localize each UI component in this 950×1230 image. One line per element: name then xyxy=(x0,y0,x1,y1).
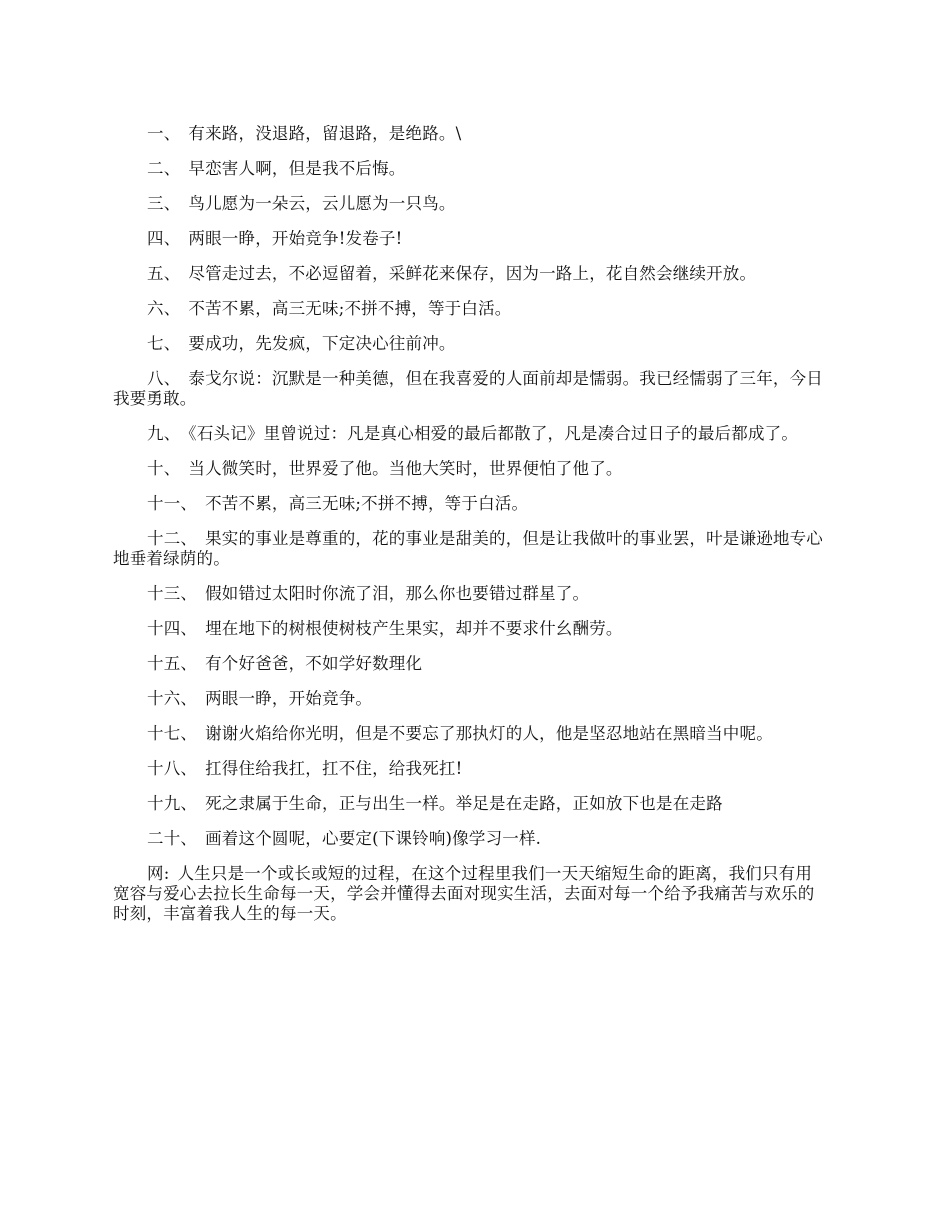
paragraph-20 xyxy=(113,829,828,849)
paragraph-number: 七、 xyxy=(147,334,181,353)
paragraph-14 xyxy=(113,619,828,639)
paragraph-8 xyxy=(113,369,828,409)
paragraph-number: 四、 xyxy=(147,229,181,248)
paragraph-number: 二、 xyxy=(147,159,181,178)
paragraph-4 xyxy=(113,229,828,249)
paragraph-13 xyxy=(113,584,828,604)
paragraph-text: 果实的事业是尊重的，花的事业是甜美的，但是让我做叶的事业罢，叶是谦逊地专心地垂着绿荫的。 xyxy=(113,529,824,568)
paragraph-16 xyxy=(113,689,828,709)
paragraph-text: 不苦不累，高三无味;不拼不搏，等于白活。 xyxy=(188,299,512,318)
paragraph-text: 要成功，先发疯，下定决心往前冲。 xyxy=(188,334,456,353)
paragraph-2 xyxy=(113,159,828,179)
paragraph-number: 八、 xyxy=(147,369,181,388)
paragraph-text: 画着这个圆呢，心要定(下课铃响)像学习一样. xyxy=(205,829,542,848)
paragraph-15 xyxy=(113,654,828,674)
paragraph-text: 不苦不累，高三无味;不拼不搏，等于白活。 xyxy=(205,494,529,513)
paragraph-text: 埋在地下的树根使树枝产生果实，却并不要求什幺酬劳。 xyxy=(205,619,623,638)
paragraph-summary xyxy=(113,864,828,924)
paragraph-18 xyxy=(113,759,828,779)
paragraph-number: 十二、 xyxy=(147,529,198,548)
paragraph-number: 十三、 xyxy=(147,584,198,603)
paragraph-number: 十四、 xyxy=(147,619,198,638)
paragraph-number: 九、 xyxy=(147,424,181,443)
paragraph-7 xyxy=(113,334,828,354)
paragraph-text: 尽管走过去，不必逗留着，采鲜花来保存，因为一路上，花自然会继续开放。 xyxy=(188,264,757,283)
paragraph-number: 十、 xyxy=(147,459,181,478)
paragraph-number: 十九、 xyxy=(147,794,198,813)
paragraph-number: 十六、 xyxy=(147,689,198,708)
document-page xyxy=(113,124,828,939)
paragraph-text: 两眼一睁，开始竞争!发卷子! xyxy=(188,229,403,248)
paragraph-text: 两眼一睁，开始竞争。 xyxy=(205,689,373,708)
paragraph-17 xyxy=(113,724,828,744)
paragraph-text: 当人微笑时，世界爱了他。当他大笑时，世界便怕了他了。 xyxy=(188,459,623,478)
paragraph-text: 泰戈尔说：沉默是一种美德，但在我喜爱的人面前却是懦弱。我已经懦弱了三年，今日我要勇敢。 xyxy=(113,369,824,408)
paragraph-1 xyxy=(113,124,828,144)
paragraph-text: 有个好爸爸，不如学好数理化 xyxy=(205,654,423,673)
paragraph-number: 网: xyxy=(147,864,170,883)
paragraph-text: 假如错过太阳时你流了泪，那么你也要错过群星了。 xyxy=(205,584,590,603)
paragraph-number: 三、 xyxy=(147,194,181,213)
paragraph-5 xyxy=(113,264,828,284)
paragraph-text: 鸟儿愿为一朵云，云儿愿为一只鸟。 xyxy=(188,194,456,213)
paragraph-text: 早恋害人啊，但是我不后悔。 xyxy=(188,159,406,178)
paragraph-number: 十八、 xyxy=(147,759,198,778)
paragraph-6 xyxy=(113,299,828,319)
paragraph-number: 十七、 xyxy=(147,724,198,743)
paragraph-3 xyxy=(113,194,828,214)
paragraph-number: 六、 xyxy=(147,299,181,318)
paragraph-text: 谢谢火焰给你光明，但是不要忘了那执灯的人，他是坚忍地站在黑暗当中呢。 xyxy=(205,724,773,743)
paragraph-text: 《石头记》里曾说过：凡是真心相爱的最后都散了，凡是凑合过日子的最后都成了。 xyxy=(188,424,799,443)
paragraph-text: 人生只是一个或长或短的过程，在这个过程里我们一天天缩短生命的距离，我们只有用宽容与爱心去拉长生命每一天，学会并懂得去面对现实生活，去面对每一个给予我痛苦与欢乐的时刻，丰富着我人生的每一天。 xyxy=(113,864,815,923)
paragraph-number: 十一、 xyxy=(147,494,198,513)
paragraph-text: 死之隶属于生命，正与出生一样。举足是在走路，正如放下也是在走路 xyxy=(205,794,723,813)
paragraph-9 xyxy=(113,424,828,444)
paragraph-10 xyxy=(113,459,828,479)
paragraph-number: 一、 xyxy=(147,124,181,143)
paragraph-number: 二十、 xyxy=(147,829,198,848)
paragraph-number: 五、 xyxy=(147,264,181,283)
paragraph-11 xyxy=(113,494,828,514)
paragraph-19 xyxy=(113,794,828,814)
paragraph-text: 扛得住给我扛，扛不住，给我死扛! xyxy=(205,759,463,778)
paragraph-12 xyxy=(113,529,828,569)
paragraph-text: 有来路，没退路，留退路，是绝路。\ xyxy=(188,124,462,143)
paragraph-number: 十五、 xyxy=(147,654,198,673)
